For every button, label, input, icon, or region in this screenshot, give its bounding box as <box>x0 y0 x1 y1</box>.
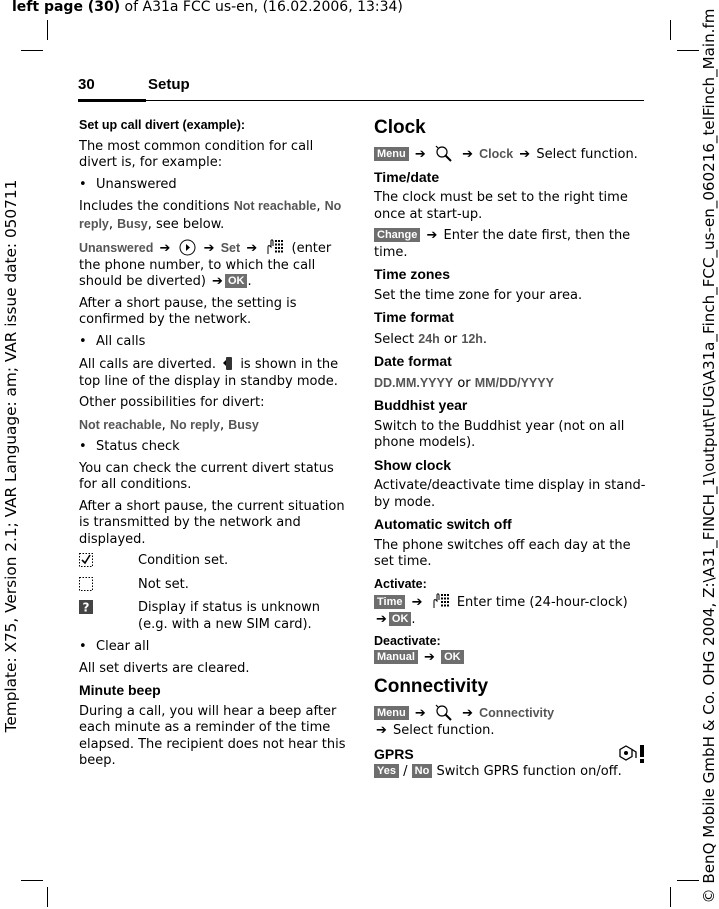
timedate-heading: Time/date <box>374 168 440 185</box>
menu-key-set: Set <box>220 241 241 255</box>
checkbox-checked-icon <box>79 553 138 573</box>
softkey-menu: Menu <box>374 706 409 720</box>
timedate-text: The clock must be set to the right time once at start-up. <box>374 190 628 222</box>
arrow-icon: ➔ <box>426 228 438 243</box>
arrow-icon: ➔ <box>519 147 531 162</box>
left-column <box>79 117 347 775</box>
running-header <box>12 0 403 15</box>
crop-mark <box>677 880 699 881</box>
divert-steps: Unanswered ➔ ➔ Set ➔ (enter the phone number, to which the call should be diverted) ➔ OK . <box>79 238 347 291</box>
setup-wrench-icon <box>434 703 454 721</box>
header-rule <box>146 100 644 101</box>
right-column <box>374 117 646 786</box>
softkey-manual: Manual <box>374 650 418 664</box>
status-legend <box>79 553 347 633</box>
page-title: Setup <box>148 76 190 93</box>
minute-beep-text: During a call, you will hear a beep after each minute as a reminder of the time elapsed. The recipient does not hear this beep. <box>79 703 346 768</box>
clear-text: All set diverts are cleared. <box>79 660 250 676</box>
header-bar <box>78 99 146 102</box>
menu-key-clock: Clock <box>479 147 514 161</box>
after-pause-text: After a short pause, the setting is confirmed by the network. <box>79 295 297 327</box>
intro-text: The most common condition for call divert is, for example: <box>79 138 314 170</box>
gprs-row <box>374 744 646 764</box>
arrow-icon: ➔ <box>411 595 423 610</box>
activate-label: Activate: <box>374 576 427 591</box>
buddhist-text: Switch to the Buddhist year (not on all phone models). <box>374 418 625 450</box>
softkey-ok: OK <box>389 612 412 626</box>
bullet-all-calls: • All calls <box>79 334 347 351</box>
side-copyright-text: © BenQ Mobile GmbH & Co. OHG 2004, Z:\A31_FINCH_1\output\FUG\A31a_Finch_FCC_us-en_060216_telFinch_Main.fm <box>700 8 718 904</box>
clock-steps-text: Select function. <box>536 147 638 162</box>
timeformat-text: Select 24h or 12h. <box>374 331 488 347</box>
clock-heading: Clock <box>374 117 426 138</box>
arrow-icon: ➔ <box>212 274 223 289</box>
crop-mark <box>47 20 48 40</box>
bullet-unanswered: • Unanswered <box>79 177 347 194</box>
crop-mark <box>21 880 43 881</box>
crop-mark <box>47 887 48 907</box>
arrow-icon: ➔ <box>159 241 171 256</box>
legend-text: Not set. <box>138 576 189 592</box>
showclock-text: Activate/deactivate time display in stand-by mode. <box>374 478 646 510</box>
menu-key-unanswered: Unanswered <box>79 241 154 255</box>
dateformat-heading: Date format <box>374 353 452 369</box>
arrow-icon: ➔ <box>462 706 473 721</box>
softkey-time: Time <box>374 595 405 609</box>
all-diverted-text: All calls are diverted. is shown in the top line of the display in standby mode. <box>79 357 339 389</box>
arrow-icon: ➔ <box>376 722 387 738</box>
arrow-icon: ➔ <box>376 611 387 627</box>
side-template-text: Template: X75, Version 2.1; VAR Language: am; VAR issue date: 050711 <box>2 179 20 733</box>
crop-mark <box>670 887 671 907</box>
arrow-icon: ➔ <box>424 649 435 665</box>
example-heading: Set up call divert (example): <box>79 118 246 132</box>
connectivity-heading: Connectivity <box>374 676 489 697</box>
arrow-icon: ➔ <box>462 147 473 162</box>
clock-steps <box>374 144 646 164</box>
legend-text: Condition set. <box>138 553 229 568</box>
keypad-icon <box>265 238 285 256</box>
autooff-heading: Automatic switch off <box>374 516 512 532</box>
activate-steps: Time ➔ Enter time (24-hour-clock) ➔ OK . <box>374 592 646 628</box>
legend-text: Display if status is unknown (e.g. with a new SIM card). <box>138 600 321 632</box>
network-dependent-icon <box>618 744 646 764</box>
softkey-menu: Menu <box>374 147 409 161</box>
softkey-ok: OK <box>225 274 248 288</box>
divert-steps-text: (enter the phone number, to which the call should be diverted) <box>79 241 332 289</box>
includes-text: Includes the conditions Not reachable, No reply, Busy, see below. <box>79 199 342 232</box>
crop-mark <box>677 50 699 51</box>
gprs-heading: GPRS <box>374 745 414 762</box>
question-icon <box>79 600 138 633</box>
page-number: 30 <box>78 76 95 93</box>
softkey-yes: Yes <box>374 764 399 778</box>
navigation-key-icon <box>179 239 196 256</box>
other-text: Other possibilities for divert: <box>79 395 265 410</box>
bullet-status-check: • Status check <box>79 439 347 456</box>
crop-mark <box>670 20 671 40</box>
status-text: You can check the current divert status for all conditions. <box>79 460 334 492</box>
softkey-no: No <box>412 764 433 778</box>
divert-phone-icon <box>222 355 234 372</box>
running-header-bold: left page (30) <box>12 0 121 15</box>
other-keys: Not reachable, No reply, Busy <box>79 417 259 433</box>
dateformat-text: DD.MM.YYYY or MM/DD/YYYY <box>374 375 554 391</box>
svg-text:?: ? <box>82 600 90 614</box>
deactivate-steps <box>374 650 646 667</box>
bullet-clear-all: • Clear all <box>79 639 347 656</box>
setup-wrench-icon <box>434 144 454 162</box>
crop-mark <box>21 50 43 51</box>
minute-beep-heading: Minute beep <box>79 682 161 698</box>
autooff-text: The phone switches off each day at the set time. <box>374 537 631 569</box>
arrow-icon: ➔ <box>246 241 258 256</box>
connectivity-steps: Menu ➔ ➔ Connectivity ➔ Select function. <box>374 703 646 739</box>
arrow-icon: ➔ <box>414 147 426 162</box>
timezones-heading: Time zones <box>374 266 450 282</box>
gprs-steps: Yes / No Switch GPRS function on/off. <box>374 764 646 781</box>
timezones-text: Set the time zone for your area. <box>374 287 583 303</box>
softkey-ok: OK <box>441 650 464 664</box>
menu-key-connectivity: Connectivity <box>479 706 555 720</box>
softkey-change: Change <box>374 228 420 242</box>
buddhist-heading: Buddhist year <box>374 397 468 413</box>
deactivate-label: Deactivate: <box>374 634 441 648</box>
timeformat-heading: Time format <box>374 309 454 325</box>
running-header-rest: of A31a FCC us-en, (16.02.2006, 13:34) <box>120 0 403 15</box>
checkbox-empty-icon <box>79 577 138 597</box>
timedate-steps: Change ➔ Enter the date first, then the time. <box>374 228 631 260</box>
keypad-icon <box>431 592 451 610</box>
arrow-icon: ➔ <box>414 706 426 721</box>
showclock-heading: Show clock <box>374 456 452 473</box>
status-after-text: After a short pause, the current situation is transmitted by the network and displayed. <box>79 498 345 547</box>
arrow-icon: ➔ <box>203 241 215 256</box>
